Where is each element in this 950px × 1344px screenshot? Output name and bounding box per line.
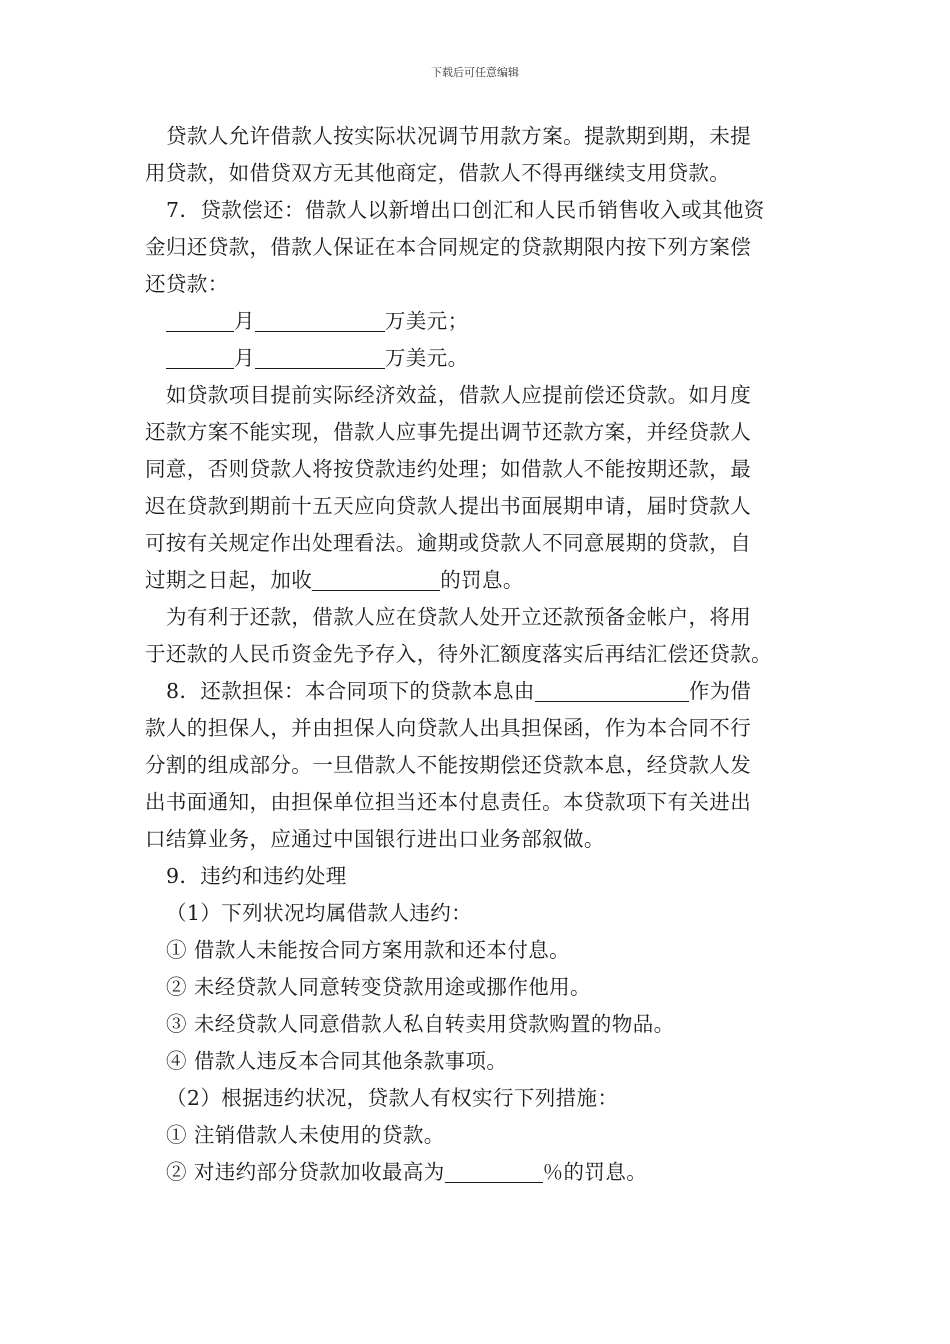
month-blank[interactable]: [166, 309, 234, 332]
repayment-schedule-row: [145, 340, 807, 377]
list-item: ① 注销借款人未使用的贷款。: [166, 1123, 445, 1147]
month-label: 月: [234, 309, 255, 333]
guarantee-label: 8．还款担保：本合同项下的贷款本息由: [166, 679, 535, 703]
section-7-heading-line: 7．贷款偿还：借款人以新增出口创汇和人民币销售收入或其他资: [166, 198, 765, 222]
penalty-rate-blank[interactable]: [312, 568, 440, 591]
paragraph-line: 迟在贷款到期前十五天应向贷款人提出书面展期申请，届时贷款人: [145, 494, 752, 518]
amount-blank[interactable]: [255, 346, 385, 369]
penalty-line: [145, 562, 807, 599]
repayment-schedule-row: [145, 303, 807, 340]
amount-unit: 万美元；: [384, 309, 469, 333]
amount-blank[interactable]: [255, 309, 385, 332]
list-item: ② 未经贷款人同意转变贷款用途或挪作他用。: [166, 975, 591, 999]
penalty-max-label: ② 对违约部分贷款加收最高为: [166, 1160, 445, 1184]
document-body: [145, 118, 807, 1191]
paragraph-line: 用贷款，如借贷双方无其他商定，借款人不得再继续支用贷款。: [145, 161, 731, 185]
paragraph-line: 款人的担保人，并由担保人向贷款人出具担保函，作为本合同不行: [145, 716, 752, 740]
paragraph-line: 同意，否则贷款人将按贷款违约处理；如借款人不能按期还款，最: [145, 457, 752, 481]
paragraph-line: 还贷款：: [145, 272, 229, 296]
paragraph-line: 贷款人允许借款人按实际状况调节用款方案。提款期到期，未提: [166, 124, 752, 148]
penalty-suffix: 的罚息。: [440, 568, 524, 592]
month-blank[interactable]: [166, 346, 234, 369]
paragraph-line: 分割的组成部分。一旦借款人不能按期偿还贷款本息，经贷款人发: [145, 753, 752, 777]
page-header: 下载后可任意编辑: [431, 66, 519, 79]
paragraph-line: 还款方案不能实现，借款人应事先提出调节还款方案，并经贷款人: [145, 420, 752, 444]
paragraph-line: 如贷款项目提前实际经济效益，借款人应提前偿还贷款。如月度: [166, 383, 752, 407]
penalty-max-suffix: ％的罚息。: [542, 1160, 648, 1184]
section-9-heading: 9．违约和违约处理: [166, 864, 347, 888]
subsection-1-heading: （1）下列状况均属借款人违约：: [166, 901, 473, 925]
section-8-heading-line: [145, 673, 807, 710]
list-item: ③ 未经贷款人同意借款人私自转卖用贷款购置的物品。: [166, 1012, 675, 1036]
list-item: [145, 1154, 807, 1191]
month-label: 月: [234, 346, 255, 370]
guarantor-blank[interactable]: [535, 679, 689, 702]
paragraph-line: 口结算业务，应通过中国银行进出口业务部叙做。: [145, 827, 605, 851]
penalty-label: 过期之日起，加收: [145, 568, 313, 592]
paragraph-line: 为有利于还款，借款人应在贷款人处开立还款预备金帐户，将用: [166, 605, 752, 629]
list-item: ④ 借款人违反本合同其他条款事项。: [166, 1049, 508, 1073]
paragraph-line: 金归还贷款，借款人保证在本合同规定的贷款期限内按下列方案偿: [145, 235, 752, 259]
list-item: ① 借款人未能按合同方案用款和还本付息。: [166, 938, 571, 962]
paragraph-line: 于还款的人民币资金先予存入，待外汇额度落实后再结汇偿还贷款。: [145, 642, 772, 666]
guarantee-suffix: 作为借: [688, 679, 752, 703]
subsection-2-heading: （2）根据违约状况，贷款人有权实行下列措施：: [166, 1086, 619, 1110]
amount-unit: 万美元。: [384, 346, 469, 370]
penalty-max-blank[interactable]: [445, 1160, 543, 1183]
paragraph-line: 出书面通知，由担保单位担当还本付息责任。本贷款项下有关进出: [145, 790, 752, 814]
paragraph-line: 可按有关规定作出处理看法。逾期或贷款人不同意展期的贷款，自: [145, 531, 752, 555]
